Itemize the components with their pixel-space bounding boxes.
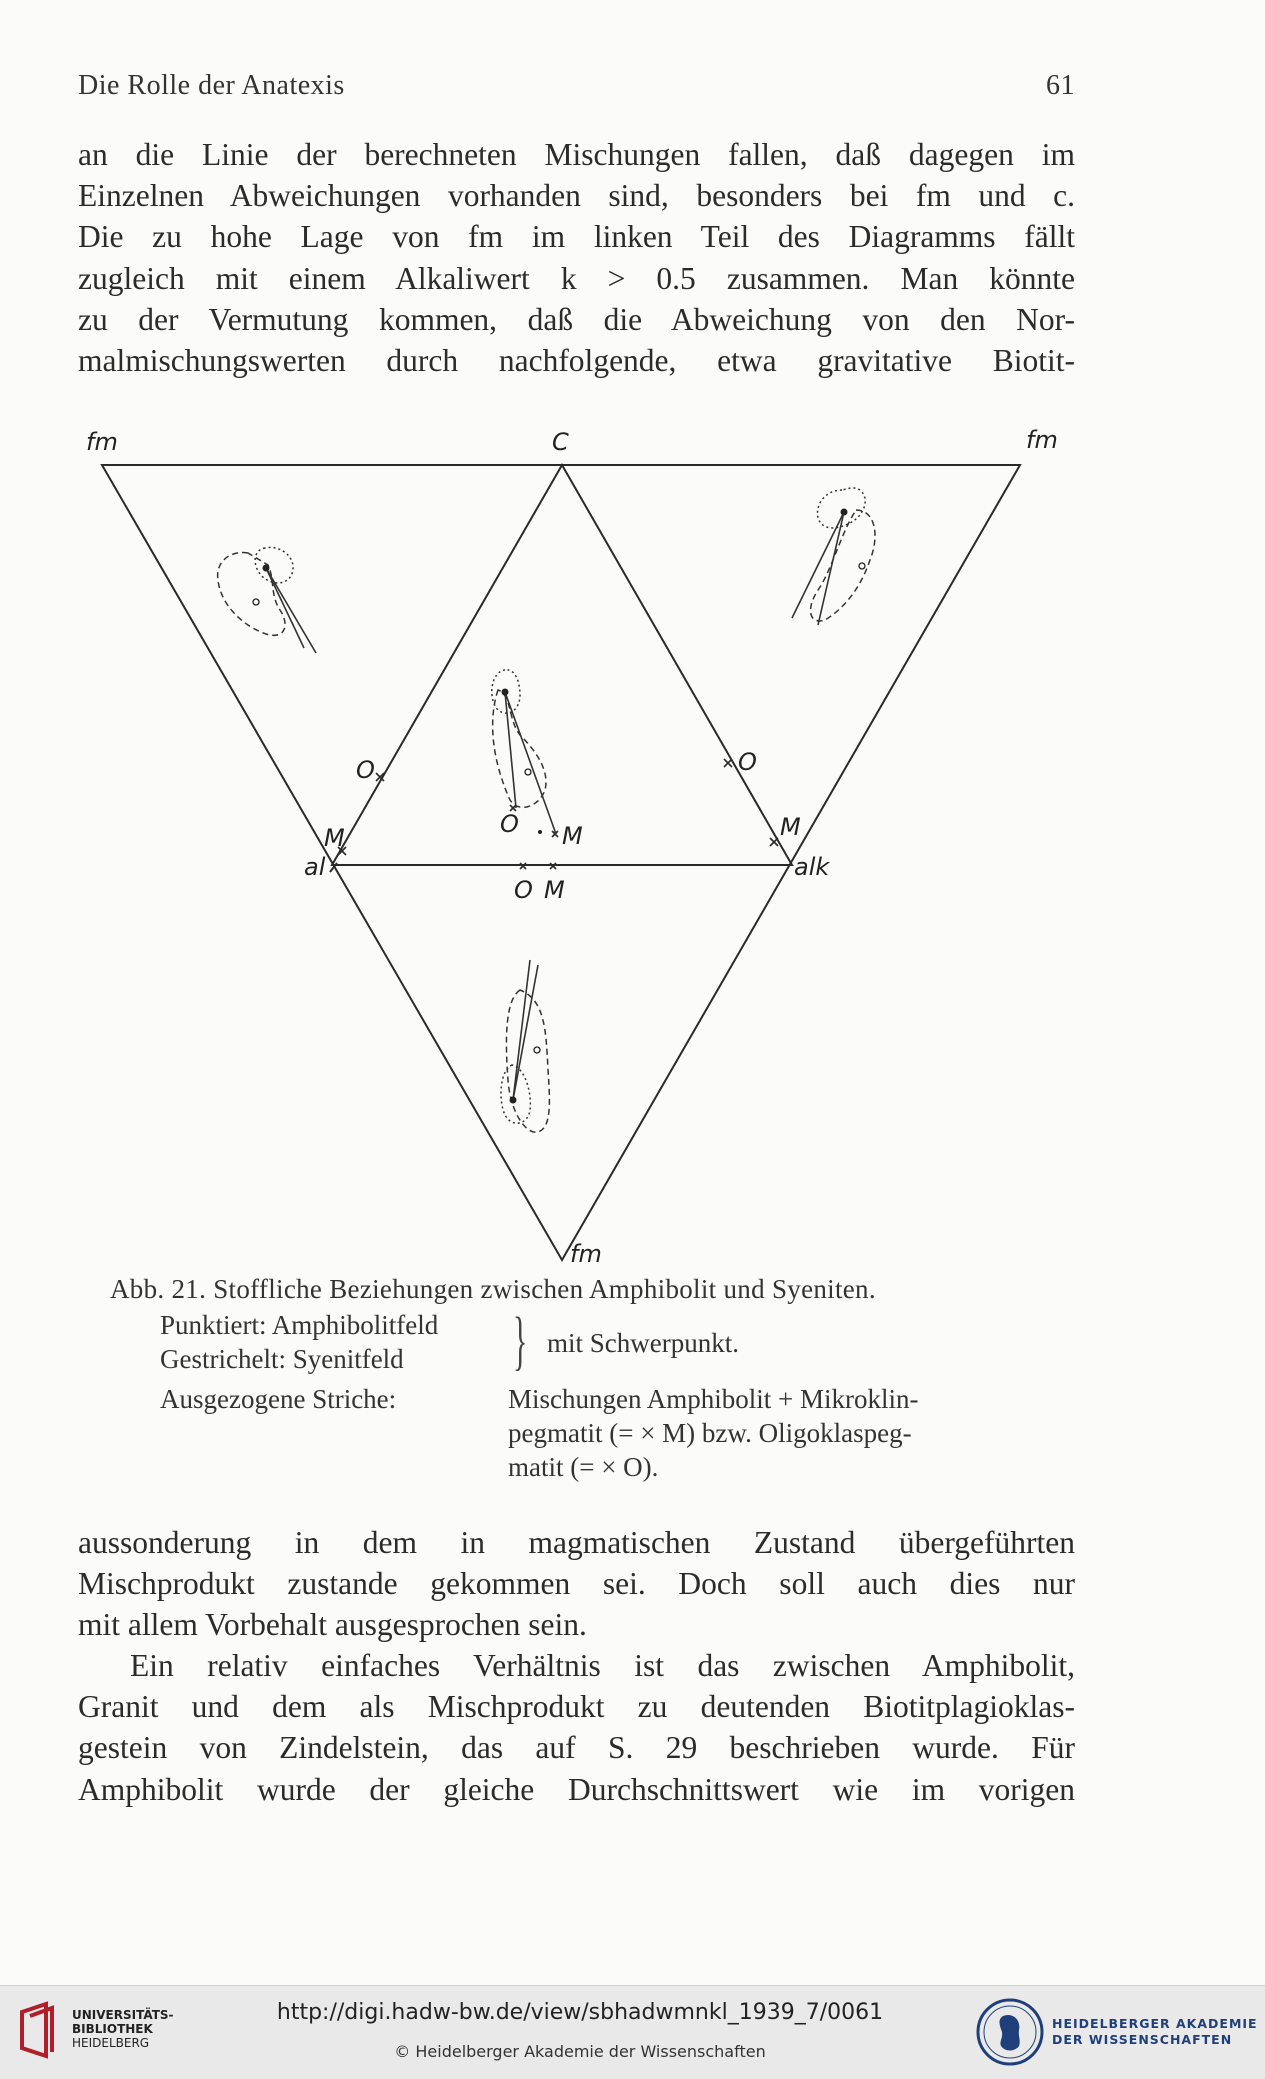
triangle-diagram (80, 420, 1080, 1280)
label-o-right: O (738, 748, 757, 776)
text-line: mit allem Vorbehalt ausgesprochen sein. (78, 1607, 587, 1643)
label-fm-left: fm (86, 428, 118, 456)
paragraph-top (78, 134, 1075, 381)
text-line: gestein von Zindelstein, das auf S. 29 beschrieben wurde. Für (78, 1730, 1075, 1766)
label-o-left: O (356, 756, 375, 784)
text-line: aussonderung in dem in magmatischen Zustand übergeführten (78, 1525, 1075, 1560)
label-o-center: O (500, 810, 519, 838)
academy-name (1052, 2016, 1258, 2048)
caption-legend-dashed: Gestrichelt: Syenitfeld (160, 1344, 404, 1374)
label-al: al (304, 853, 326, 881)
text-line: Ein relativ einfaches Verhältnis ist das zwischen Amphibolit, (130, 1648, 1075, 1683)
field-top-left (218, 547, 316, 653)
library-name-line-2: BIBLIOTHEK (72, 2022, 153, 2036)
library-city: HEIDELBERG (72, 2036, 150, 2050)
page-number: 61 (1046, 70, 1075, 101)
text-line: zugleich mit einem Alkaliwert k > 0.5 zusammen. Man könnte (78, 260, 1075, 296)
label-o-bottom: O (514, 876, 533, 904)
copyright-notice: © Heidelberger Akademie der Wissenschaften (394, 2042, 766, 2061)
caption-brace: } (513, 1304, 528, 1377)
academy-name-line-1: HEIDELBERGER AKADEMIE (1052, 2016, 1258, 2031)
running-title: Die Rolle der Anatexis (78, 70, 345, 101)
permalink-url[interactable]: http://digi.hadw-bw.de/view/sbhadwmnkl_1939_7/0061 (276, 2000, 884, 2025)
caption-solid-line-3: matit (= × O). (508, 1452, 659, 1482)
inner-triangle (332, 465, 792, 865)
library-name (72, 2008, 174, 2050)
label-m-left: M (324, 824, 345, 852)
caption-legend-solid: Ausgezogene Striche: (160, 1384, 397, 1414)
text-line: zu der Vermutung kommen, daß die Abweichung von den Nor- (78, 301, 1075, 337)
text-line: Die zu hohe Lage von fm im linken Teil des Diagramms fällt (78, 219, 1075, 255)
triangle-diagram-figure (80, 420, 1080, 1280)
text-line: Granit und dem als Mischprodukt zu deutenden Biotitplagioklas- (78, 1689, 1075, 1725)
paragraph-bottom (78, 1522, 1075, 1646)
mixing-marks (338, 759, 778, 869)
paragraph-last (78, 1645, 1075, 1810)
academy-name-line-2: DER WISSENSCHAFTEN (1052, 2032, 1233, 2047)
text-line: malmischungswerten durch nachfolgende, etwa gravitative Biotit- (78, 343, 1075, 379)
library-name-line-1: UNIVERSITÄTS- (72, 2008, 174, 2022)
library-logo-icon[interactable] (16, 2000, 70, 2060)
outer-triangle (102, 465, 1020, 1260)
field-bottom (501, 960, 549, 1132)
text-line: Amphibolit wurde der gleiche Durchschnittswert wie im vorigen (78, 1771, 1075, 1807)
label-m-bottom: M (544, 876, 565, 904)
viewer-footer (0, 1985, 1265, 2079)
text-line: an die Linie der berechneten Mischungen fallen, daß dagegen im (78, 137, 1075, 172)
label-c-top: C (552, 428, 569, 456)
caption-title: Abb. 21. Stoffliche Beziehungen zwischen Amphibolit und Syeniten. (110, 1274, 876, 1304)
text-line: Einzelnen Abweichungen vorhanden sind, besonders bei fm und c. (78, 178, 1075, 214)
label-m-right: M (780, 813, 801, 841)
caption-solid-line-1: Mischungen Amphibolit + Mikroklin- (508, 1384, 919, 1414)
caption-legend-dotted: Punktiert: Amphibolitfeld (160, 1310, 439, 1340)
caption-solid-line-2: pegmatit (= × M) bzw. Oligoklaspeg- (508, 1418, 912, 1448)
academy-seal-icon[interactable] (975, 1996, 1045, 2068)
text-line: Mischprodukt zustande gekommen sei. Doch soll auch dies nur (78, 1566, 1075, 1602)
label-fm-bottom: fm (570, 1240, 602, 1268)
label-alk: alk (794, 853, 830, 881)
label-m-center: M (562, 822, 583, 850)
caption-brace-text: mit Schwerpunkt. (547, 1328, 739, 1358)
field-top-right (792, 488, 875, 625)
label-fm-right: fm (1026, 426, 1058, 454)
